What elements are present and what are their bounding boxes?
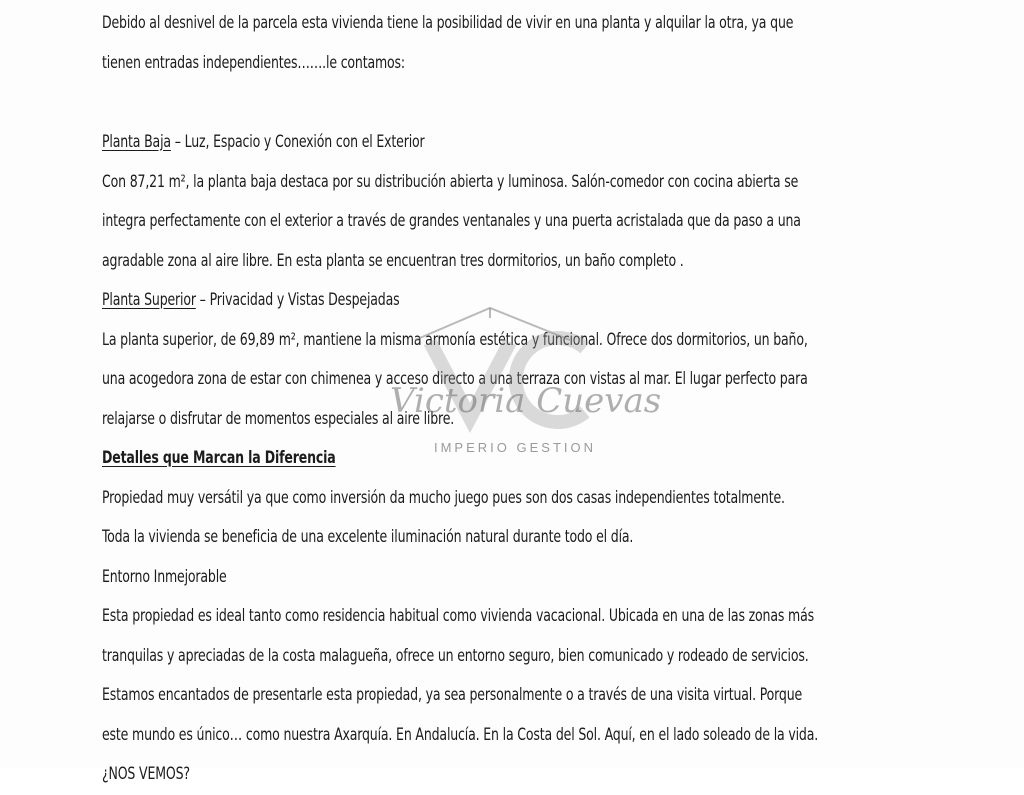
intro-line-1: Debido al desnivel de la parcela esta vivienda tiene la posibilidad de vivir en una planta y alquilar la otra, ya que — [102, 13, 794, 33]
detalles-line-1: Propiedad muy versátil ya que como inversión da mucho juego pues son dos casas independientes totalmente. — [102, 487, 785, 508]
planta-superior-heading-line — [102, 281, 824, 321]
watermark-script: Victoria Cuevas — [390, 381, 662, 421]
entorno-line-3: Estamos encantados de presentarle esta propiedad, ya sea personalmente o a través de una visita virtual. Porque — [102, 685, 803, 705]
entorno-line-2: tranquilas y apreciadas de la costa malagueña, ofrece un entorno seguro, bien comunicado y rodeado de servicios. — [102, 645, 809, 666]
entorno-line-4: este mundo es único… como nuestra Axarquía. En Andalucía. En la Costa del Sol. Aquí, en el lado soleado de la vida. — [102, 724, 819, 745]
planta-baja-line-3: agradable zona al aire libre. En esta planta se encuentran tres dormitorios, un baño completo . — [102, 250, 684, 271]
planta-superior-subtitle: – Privacidad y Vistas Despejadas — [195, 290, 400, 310]
detalles-heading: Detalles que Marcan la Diferencia — [102, 448, 336, 468]
entorno-heading: Entorno Inmejorable — [102, 566, 227, 587]
planta-superior-line-3: relajarse o disfrutar de momentos especiales al aire libre. — [102, 408, 455, 429]
planta-baja-heading-line — [102, 123, 824, 163]
planta-baja-subtitle: – Luz, Espacio y Conexión con el Exterior — [170, 132, 425, 152]
blank-line — [102, 83, 824, 123]
planta-baja-line-2: integra perfectamente con el exterior a través de grandes ventanales y una puerta acristalada que da paso a una — [102, 211, 801, 231]
planta-superior-line-2: una acogedora zona de estar con chimenea y acceso directo a una terraza con vistas al mar. El lugar perfecto para — [102, 369, 808, 389]
entorno-line-1: Esta propiedad es ideal tanto como residencia habitual como vivienda vacacional. Ubicada en una de las zonas más — [102, 606, 815, 626]
planta-baja-heading: Planta Baja — [102, 132, 171, 152]
planta-superior-line-1: La planta superior, de 69,89 m², mantiene la misma armonía estética y funcional. Ofrece dos dormitorios, un baño, — [102, 329, 808, 350]
watermark-brand: IMPERIO GESTION — [433, 440, 596, 455]
document-body — [102, 4, 982, 784]
detalles-line-2: Toda la vivienda se beneficia de una excelente iluminación natural durante todo el día. — [102, 527, 634, 547]
entorno-line-5: ¿NOS VEMOS? — [102, 764, 190, 784]
planta-baja-line-1: Con 87,21 m², la planta baja destaca por su distribución abierta y luminosa. Salón-comedor con cocina abierta se — [102, 171, 799, 192]
detalles-heading-line — [102, 439, 824, 479]
planta-superior-heading: Planta Superior — [102, 290, 196, 310]
intro-line-2: tienen entradas independientes…….le contamos: — [102, 52, 405, 73]
